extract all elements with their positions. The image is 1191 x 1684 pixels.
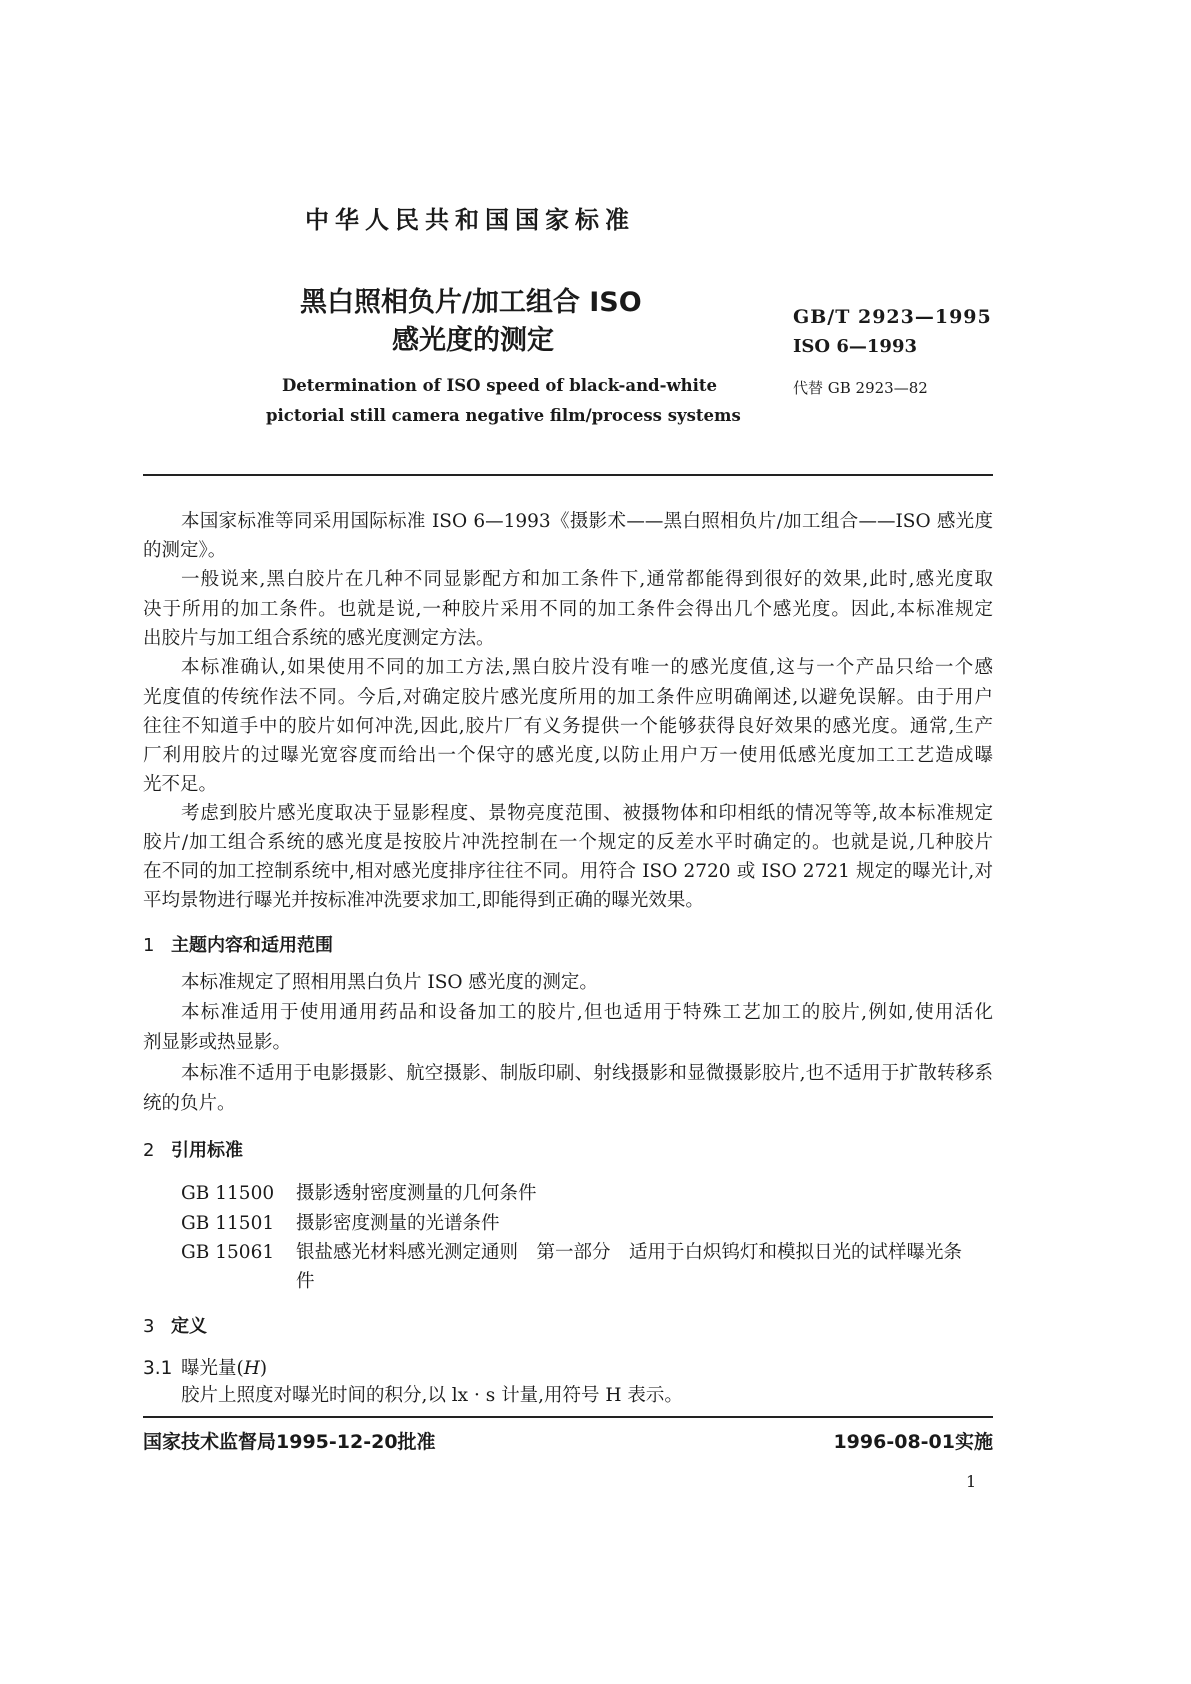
section-2-heading (143, 1136, 243, 1162)
reference-title: 银盐感光材料感光测定通则 第一部分 适用于白炽钨灯和模拟日光的试样曝光条 (296, 1242, 963, 1263)
text-line: 平均景物进行曝光并按标准冲洗要求加工,即能得到正确的曝光效果。 (143, 890, 704, 911)
term-symbol: H (243, 1358, 260, 1379)
reference-title-continued: 件 (296, 1271, 315, 1292)
text-line: 光不足。 (143, 774, 218, 795)
reference-item (181, 1238, 962, 1264)
standard-type-heading: 中华人民共和国国家标准 (305, 206, 635, 234)
text-line: 本标准规定了照相用黑白负片 ISO 感光度的测定。 (181, 972, 598, 993)
reference-item (181, 1179, 537, 1205)
title-en-line1: Determination of ISO speed of black-and-white (282, 376, 718, 395)
header-divider (143, 474, 993, 476)
approval-info: 国家技术监督局1995-12-20批准 (143, 1431, 436, 1453)
section-title: 引用标准 (171, 1140, 243, 1161)
standard-code: GB/T 2923—1995 (793, 306, 992, 328)
section-3-heading (143, 1312, 207, 1338)
subsection-number: 3.1 (143, 1358, 173, 1379)
text-line: 考虑到胶片感光度取决于显影程度、景物亮度范围、被摄物体和印相纸的情况等等,故本标准规定 (181, 803, 993, 824)
reference-title: 摄影密度测量的光谱条件 (296, 1213, 500, 1234)
effective-date: 1996-08-01实施 (833, 1431, 993, 1453)
text-line: 的测定》。 (143, 540, 227, 561)
section-1-heading (143, 931, 333, 957)
section-title: 主题内容和适用范围 (171, 935, 333, 956)
text-line: 出胶片与加工组合系统的感光度测定方法。 (143, 628, 495, 649)
text-line: 本国家标准等同采用国际标准 ISO 6—1993《摄影术——黑白照相负片/加工组合——ISO 感光度 (181, 511, 993, 532)
subsection-3-1-heading (143, 1354, 267, 1380)
reference-title: 摄影透射密度测量的几何条件 (296, 1183, 537, 1204)
term-end: ) (259, 1358, 268, 1379)
title-en-line2: pictorial still camera negative film/process systems (266, 406, 741, 425)
reference-code: GB 11500 (181, 1183, 275, 1204)
reference-code: GB 11501 (181, 1213, 275, 1234)
iso-code: ISO 6—1993 (793, 336, 917, 357)
footer-divider (143, 1416, 993, 1418)
title-cn-line2: 感光度的测定 (392, 325, 554, 356)
text-line: 往往不知道手中的胶片如何冲洗,因此,胶片厂有义务提供一个能够获得良好效果的感光度。通常,生产 (143, 716, 993, 737)
reference-code: GB 15061 (181, 1242, 275, 1263)
page-number: 1 (966, 1472, 977, 1491)
text-line: 胶片/加工组合系统的感光度是按胶片冲洗控制在一个规定的反差水平时确定的。也就是说,几种胶片 (143, 832, 993, 853)
definition-text: 胶片上照度对曝光时间的积分,以 lx · s 计量,用符号 H 表示。 (181, 1385, 683, 1406)
text-line: 决于所用的加工条件。也就是说,一种胶片采用不同的加工条件会得出几个感光度。因此,本标准规定 (143, 599, 993, 620)
term: 曝光量( (181, 1358, 244, 1379)
text-line: 统的负片。 (143, 1093, 236, 1114)
section-number: 1 (143, 935, 155, 956)
section-number: 3 (143, 1316, 155, 1337)
text-line: 剂显影或热显影。 (143, 1032, 292, 1053)
text-line: 光度值的传统作法不同。今后,对确定胶片感光度所用的加工条件应明确阐述,以避免误解。由于用户 (143, 687, 993, 708)
section-title: 定义 (171, 1316, 207, 1337)
text-line: 本标准确认,如果使用不同的加工方法,黑白胶片没有唯一的感光度值,这与一个产品只给一个感 (181, 657, 993, 678)
text-line: 本标准适用于使用通用药品和设备加工的胶片,但也适用于特殊工艺加工的胶片,例如,使用活化 (181, 1002, 993, 1023)
replaces-note: 代替 GB 2923—82 (793, 379, 928, 397)
text-line: 一般说来,黑白胶片在几种不同显影配方和加工条件下,通常都能得到很好的效果,此时,感光度取 (181, 569, 993, 590)
text-line: 厂利用胶片的过曝光宽容度而给出一个保守的感光度,以防止用户万一使用低感光度加工工艺造成曝 (143, 745, 993, 766)
title-cn-line1: 黑白照相负片/加工组合 ISO (300, 287, 642, 318)
reference-item (181, 1209, 500, 1235)
text-line: 本标准不适用于电影摄影、航空摄影、制版印刷、射线摄影和显微摄影胶片,也不适用于扩散转移系 (181, 1063, 993, 1084)
section-number: 2 (143, 1140, 155, 1161)
text-line: 在不同的加工控制系统中,相对感光度排序往往不同。用符合 ISO 2720 或 ISO 2721 规定的曝光计,对 (143, 861, 993, 882)
